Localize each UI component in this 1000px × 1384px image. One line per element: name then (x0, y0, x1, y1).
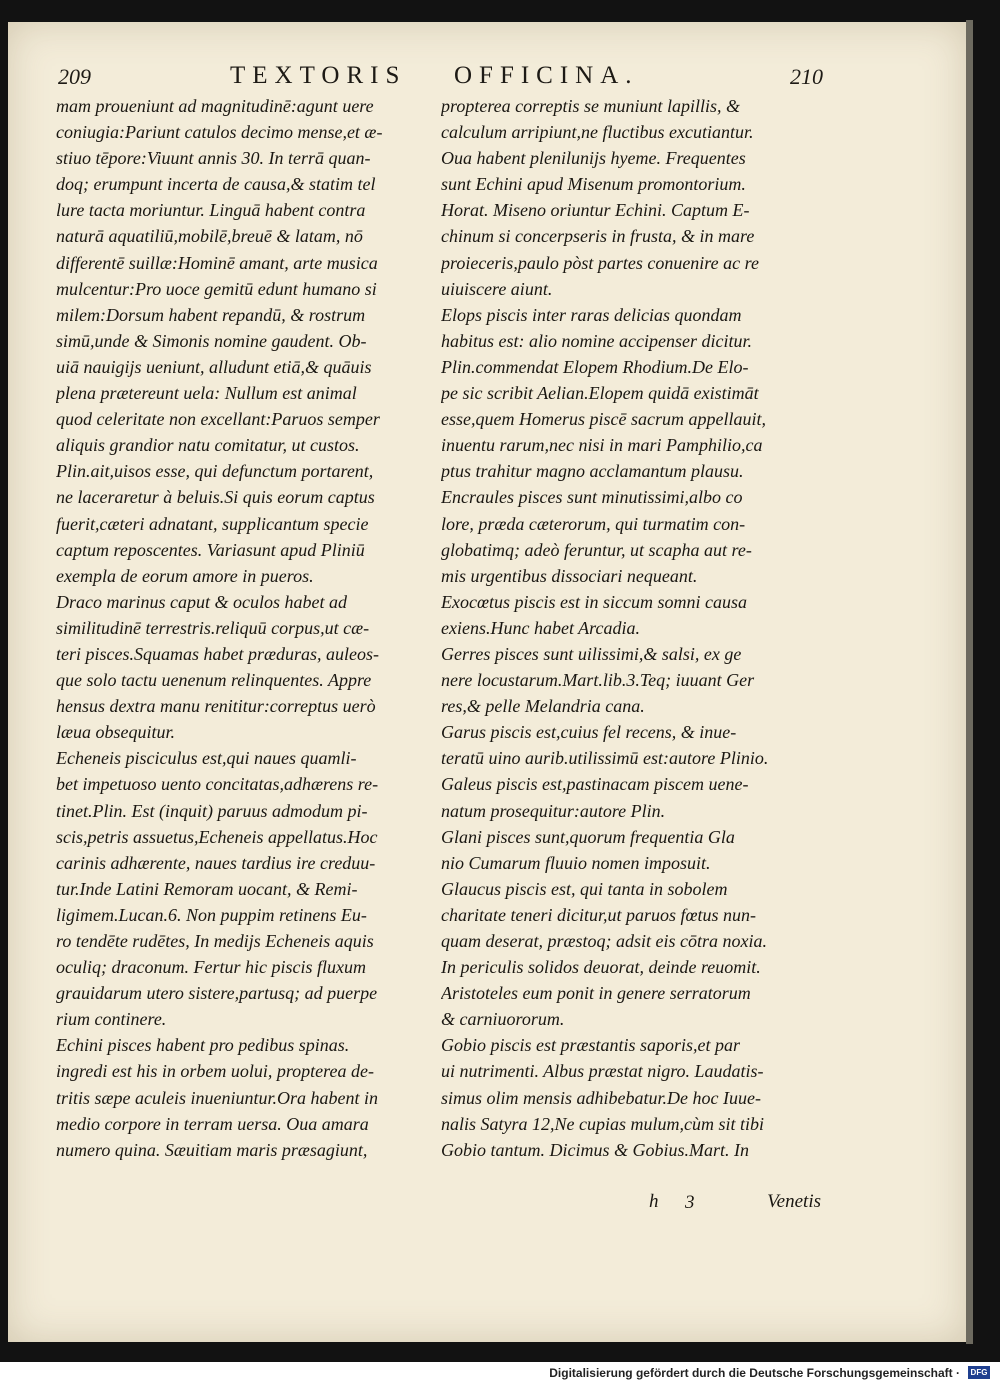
text-line: naturā aquatiliū,mobilē,breuē & latam, nō (56, 226, 363, 247)
catchword: Venetis (767, 1191, 821, 1212)
text-line: Glaucus piscis est, qui tanta in sobolem (441, 878, 728, 899)
text-line: natum prosequitur:autore Plin. (441, 800, 666, 821)
text-line: exiens.Hunc habet Arcadia. (441, 617, 640, 638)
text-line: Aristoteles eum ponit in genere serratorum (441, 983, 751, 1004)
text-line: & carniuororum. (441, 1009, 565, 1030)
text-line: aliquis grandior natu comitatur, ut custos. (56, 435, 360, 456)
text-line: habitus est: alio nomine accipenser dicitur. (441, 330, 752, 351)
text-line: doq; erumpunt incerta de causa,& statim tel (56, 174, 376, 195)
text-line: quod celeritate non excellant:Paruos semper (56, 409, 380, 430)
running-title-left: TEXTORIS (230, 62, 407, 89)
text-line: milem:Dorsum habent repandū, & rostrum (56, 304, 366, 325)
footer-bar (0, 1362, 1000, 1384)
text-line: Encraules pisces sunt minutissimi,albo co (441, 487, 743, 508)
text-line: stiuo tēpore:Viuunt annis 30. In terrā quan- (56, 148, 371, 169)
text-line: uiā nauigijs ueniunt, alludunt etiā,& quāuis (56, 356, 372, 377)
text-line: medio corpore in terram uersa. Oua amara (56, 1113, 369, 1134)
text-line: Plin.ait,uisos esse, qui defunctum portarent, (56, 461, 374, 482)
text-line: Echeneis pisciculus est,qui naues quamli- (56, 748, 357, 769)
dfg-logo: DFG (968, 1366, 990, 1379)
text-line: que solo tactu uenenum relinquentes. Appre (56, 670, 372, 691)
text-line: nio Cumarum fluuio nomen imposuit. (441, 852, 711, 873)
text-line: ro tendēte rudētes, In medijs Echeneis aquis (56, 931, 374, 951)
text-line: tinet.Plin. Est (inquit) paruus admodum pi- (56, 800, 368, 821)
text-line: læua obsequitur. (56, 722, 176, 743)
text-line: chinum si concerpseris in frusta, & in mare (441, 226, 755, 247)
text-line: Elops piscis inter raras delicias quondam (441, 304, 742, 325)
text-line: teri pisces.Squamas habet præduras, auleos- (56, 643, 379, 664)
running-title-right: OFFICINA. (454, 62, 639, 89)
text-line: plena prætereunt uela: Nullum est animal (56, 383, 357, 404)
text-line: Draco marinus caput & oculos habet ad (56, 591, 347, 612)
text-line: coniugia:Pariunt catulos decimo mense,et æ- (56, 122, 383, 143)
text-line: nere locustarum.Mart.lib.3.Teq; iuuant Ger (441, 670, 755, 691)
text-line: ne laceraretur à beluis.Si quis eorum captus (56, 487, 375, 508)
text-line: esse,quem Homerus piscē sacrum appellauit, (441, 409, 766, 430)
text-line: bet impetuoso uento concitatas,adhærens re- (56, 774, 379, 795)
right-text-column (441, 93, 825, 1163)
text-line: scis,petris assuetus,Echeneis appellatus.Hoc (56, 826, 378, 847)
text-line: propterea correptis se muniunt lapillis, & (441, 96, 740, 116)
text-line: mam proueniunt ad magnitudinē:agunt uere (56, 96, 374, 116)
text-line: carinis adhærente, naues tardius ire creduu- (56, 852, 376, 873)
text-line: inuentu rarum,nec nisi in mari Pamphilio,ca (441, 435, 763, 456)
text-line: rium continere. (56, 1009, 167, 1030)
text-line: calculum arripiunt,ne fluctibus excutiantur. (441, 122, 754, 143)
text-line: Gerres pisces sunt uilissimi,& salsi, ex ge (441, 643, 742, 664)
funding-notice: Digitalisierung gefördert durch die Deutsche Forschungsgemeinschaft · (549, 1366, 960, 1380)
left-page-number: 209 (58, 64, 91, 89)
text-line: sunt Echini apud Misenum promontorium. (441, 174, 746, 195)
text-line: lure tacta moriuntur. Linguā habent contra (56, 200, 366, 221)
text-line: differentē suillæ:Hominē amant, arte musica (56, 252, 378, 273)
text-line: pe sic scribit Aelian.Elopem quidā existimāt (441, 383, 759, 404)
text-line: similitudinē terrestris.reliquū corpus,ut cæ- (56, 617, 370, 638)
text-line: Plin.commendat Elopem Rhodium.De Elo- (441, 356, 749, 377)
text-line: uiuiscere aiunt. (441, 278, 553, 299)
text-line: tur.Inde Latini Remoram uocant, & Remi- (56, 878, 358, 899)
text-line: Garus piscis est,cuius fel recens, & inue- (441, 722, 737, 743)
page-edge (966, 20, 973, 1344)
text-line: teratū uino aurib.utilissimū est:autore Plinio. (441, 748, 769, 769)
text-line: Gobio tantum. Dicimus & Gobius.Mart. In (441, 1139, 749, 1160)
text-line: ligimem.Lucan.6. Non puppim retinens Eu- (56, 904, 367, 925)
signature-mark: h (649, 1191, 659, 1212)
right-page-number: 210 (790, 64, 823, 89)
text-line: simus olim mensis adhibebatur.De hoc Iuue- (441, 1087, 761, 1108)
running-head (58, 62, 823, 96)
text-line: hensus dextra manu renititur:correptus uerò (56, 696, 376, 717)
text-line: mis urgentibus dissociari nequeant. (441, 565, 698, 586)
text-line: Echini pisces habent pro pedibus spinas. (56, 1035, 350, 1056)
text-line: Oua habent plenilunijs hyeme. Frequentes (441, 148, 746, 169)
text-line: mulcentur:Pro uoce gemitū edunt humano si (56, 278, 377, 299)
text-line: globatimq; adeò feruntur, ut scapha aut re- (441, 539, 752, 560)
text-line: ui nutrimenti. Albus præstat nigro. Laudatis- (441, 1061, 764, 1082)
text-line: grauidarum utero sistere,partusq; ad puerpe (56, 983, 378, 1004)
signature-number: 3 (685, 1192, 695, 1213)
text-line: oculiq; draconum. Fertur hic piscis fluxum (56, 957, 366, 978)
text-line: charitate teneri dicitur,ut paruos fœtus nun- (441, 904, 756, 925)
text-line: ingredi est his in orbem uolui, propterea de- (56, 1061, 374, 1082)
text-line: proieceris,paulo pòst partes conuenire ac re (441, 252, 759, 273)
text-line: Horat. Miseno oriuntur Echini. Captum E- (441, 200, 750, 221)
text-line: Galeus piscis est,pastinacam piscem uene- (441, 774, 749, 795)
text-line: captum reposcentes. Variasunt apud Pliniū (56, 539, 365, 560)
text-line: res,& pelle Melandria cana. (441, 696, 645, 717)
text-line: simū,unde & Simonis nomine gaudent. Ob- (56, 330, 367, 351)
text-line: fuerit,cæteri adnatant, supplicantum specie (56, 513, 369, 534)
text-line: Glani pisces sunt,quorum frequentia Gla (441, 826, 735, 847)
text-line: Exocœtus piscis est in siccum somni causa (441, 591, 747, 612)
left-text-column (56, 93, 434, 1163)
text-line: tritis sæpe aculeis inueniuntur.Ora habent in (56, 1087, 378, 1108)
text-line: quam deserat, præstoq; adsit eis cōtra noxia. (441, 931, 767, 951)
text-line: exempla de eorum amore in pueros. (56, 565, 314, 586)
signature-line (441, 1191, 825, 1219)
text-line: nalis Satyra 12,Ne cupias mulum,cùm sit tibi (441, 1113, 764, 1134)
text-line: ptus trahitur magno acclamantum plausu. (441, 461, 744, 482)
text-line: lore, præda cæterorum, qui turmatim con- (441, 513, 746, 534)
text-line: Gobio piscis est præstantis saporis,et par (441, 1035, 741, 1056)
text-line: numero quina. Sæuitiam maris præsagiunt, (56, 1139, 368, 1160)
text-line: In periculis solidos deuorat, deinde reuomit. (441, 957, 761, 978)
